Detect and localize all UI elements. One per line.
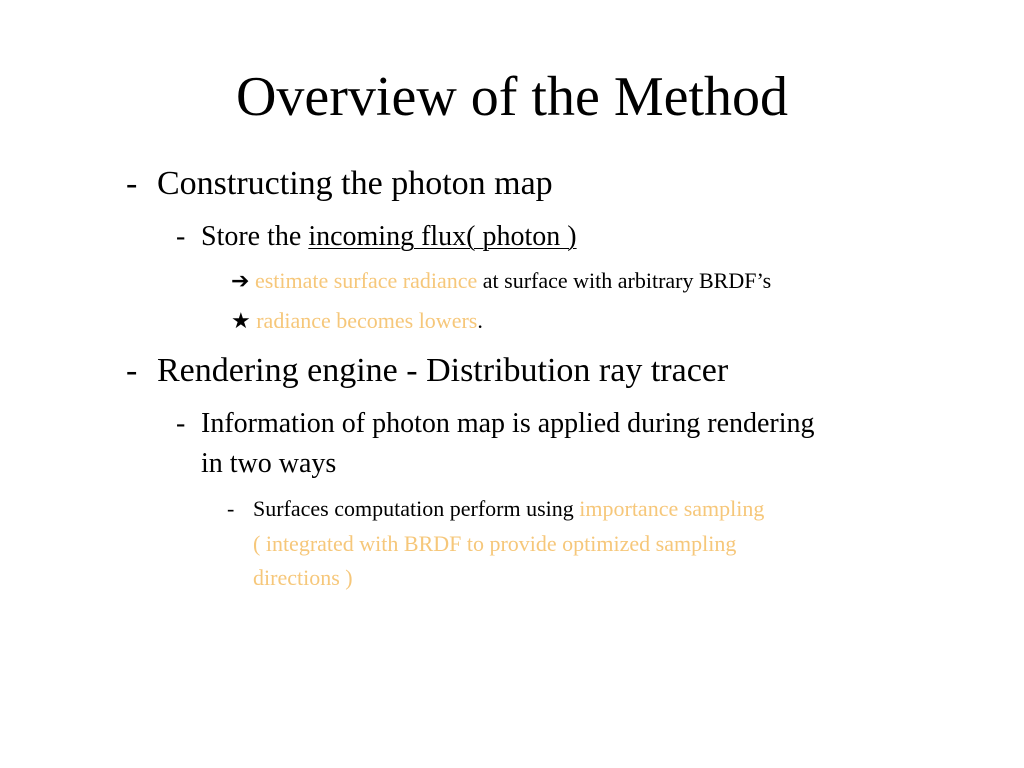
sub-bullet-dash: -: [176, 221, 186, 252]
sub-bullet-information-line1: Information of photon map is applied during rendering: [201, 408, 815, 439]
radiance-becomes-lowers: radiance becomes lowers: [256, 308, 478, 333]
slide-title: Overview of the Method: [235, 66, 789, 128]
surfaces-computation-prefix: Surfaces computation perform using: [253, 496, 580, 521]
bullet-dash: -: [126, 352, 138, 389]
arrow-line-rest: at surface with arbitrary BRDF’s: [477, 268, 772, 293]
sub-sub-bullet-dash: -: [227, 496, 235, 521]
star-line: [231, 304, 483, 338]
sub-bullet-store-flux: [201, 217, 577, 257]
bullet-rendering-engine: Rendering engine - Distribution ray tracer: [157, 352, 729, 389]
star-icon: ★: [231, 308, 251, 333]
sub-bullet-information-line2: in two ways: [201, 448, 337, 479]
sub-bullet-dash: -: [176, 408, 186, 439]
surfaces-computation-line1: [253, 492, 764, 526]
estimate-surface-radiance: estimate surface radiance: [254, 268, 478, 293]
bullet-constructing-photon-map: Constructing the photon map: [157, 165, 553, 202]
importance-sampling: importance sampling: [579, 496, 765, 521]
star-line-rest: .: [477, 308, 483, 333]
right-arrow-icon: ➔: [231, 268, 250, 293]
surfaces-computation-line3: directions ): [253, 565, 353, 590]
incoming-flux-underlined: incoming flux( photon ): [308, 221, 577, 252]
bullet-dash: -: [126, 165, 138, 202]
sub-bullet-store-prefix: Store the: [201, 221, 309, 252]
arrow-line: [231, 264, 771, 298]
surfaces-computation-line2: ( integrated with BRDF to provide optimized sampling: [253, 531, 737, 556]
